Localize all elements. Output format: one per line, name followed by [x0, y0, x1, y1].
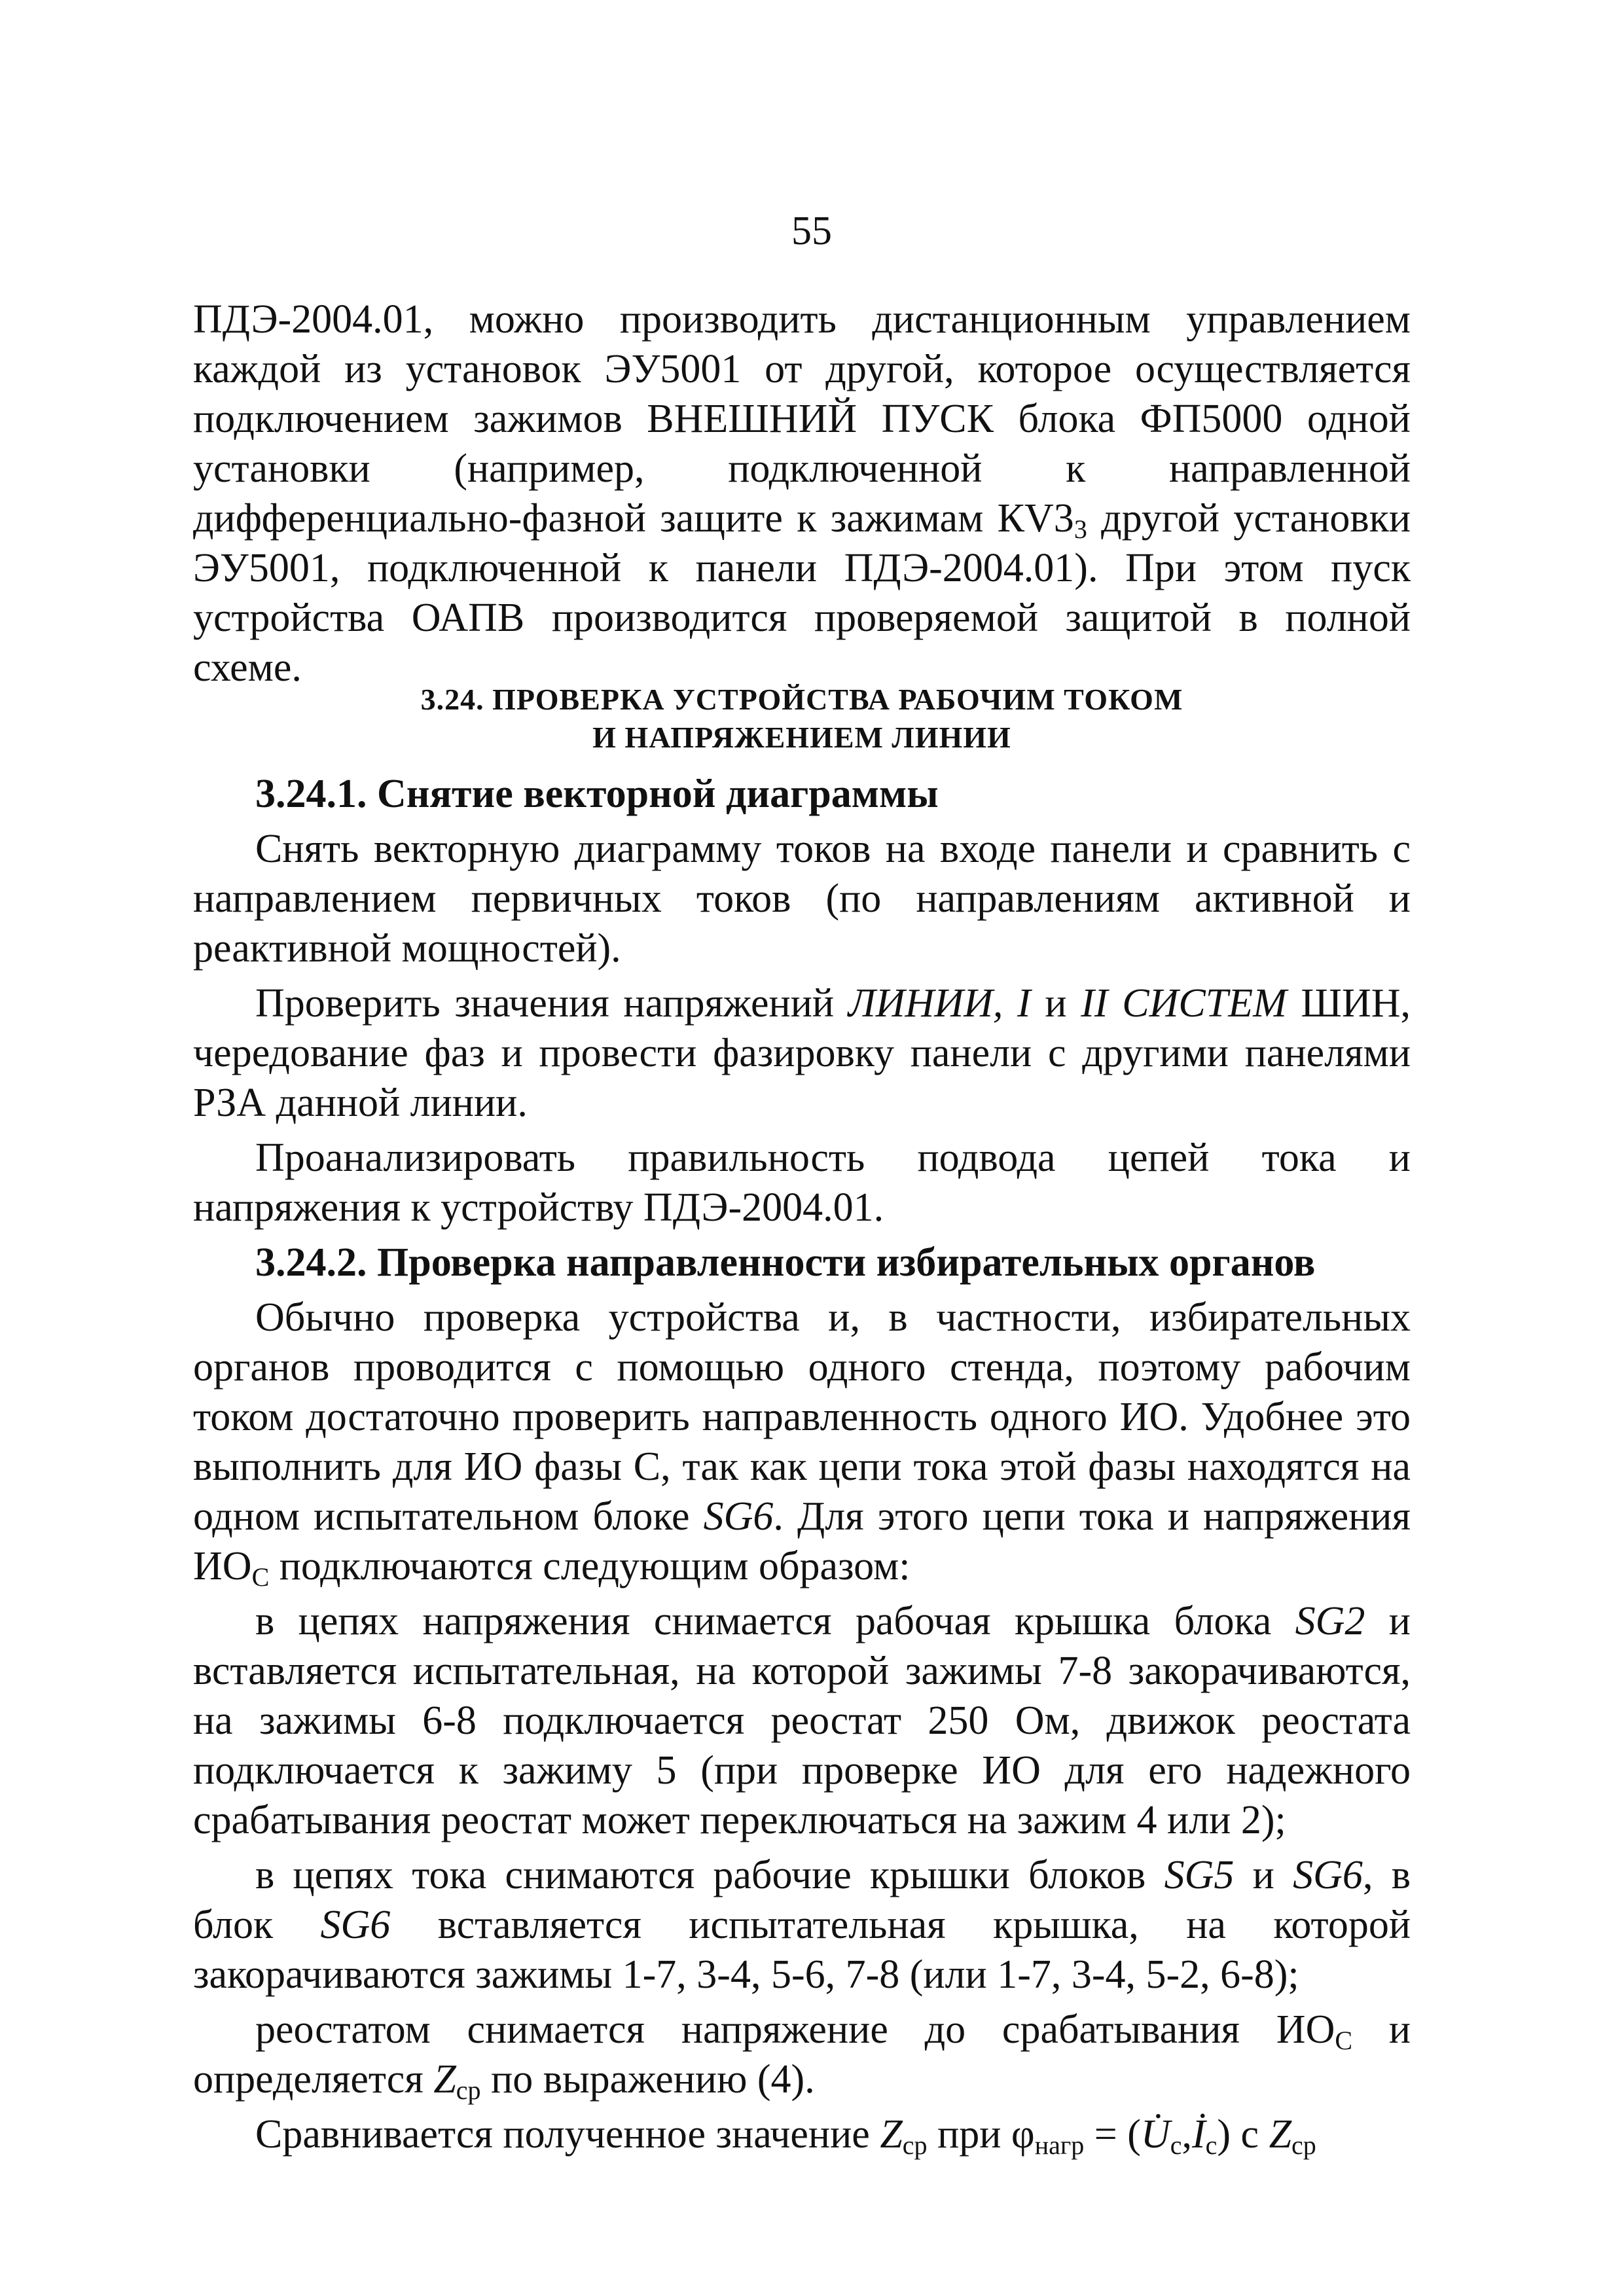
- subsection-heading-1: 3.24.1. Снятие векторной диаграммы: [255, 772, 939, 816]
- s2-p5-italic-z2: Z: [1269, 2112, 1292, 2157]
- s2-paragraph-2: [193, 1596, 1411, 1845]
- intro-text-1: ПДЭ-2004.01, можно производить дистанционным управлением каждой из установок ЭУ5001 от другой, которое осуществляется подключением зажимов ВНЕШНИЙ ПУСК блока ФП5000 одной установки (например, подключенной к направленной дифференциально-фазной защите к зажимам КV3: [193, 297, 1411, 541]
- s2-p3-italic-b: SG5: [1164, 1853, 1235, 1897]
- s2-p1-text-c: . Для этого цепи тока и напряжения ИО: [193, 1494, 1411, 1588]
- s2-p4-italic-z: Z: [433, 2057, 456, 2102]
- s2-p3-text-a: в цепях тока снимаются рабочие крышки блоков: [255, 1853, 1164, 1897]
- s1-p2-italic-b: ЛИНИИ, I: [848, 981, 1031, 1026]
- s2-p4-text-b: и определяется: [193, 2007, 1411, 2102]
- s2-p5-text-d: ) с: [1217, 2112, 1269, 2157]
- s2-p5-italic-z1: Z: [880, 2112, 903, 2157]
- s2-paragraph-3: [193, 1850, 1411, 2000]
- s2-p3-text-e: , в блок: [193, 1853, 1411, 1947]
- s2-p2-text-c: и вставляется испытательная, на которой зажимы 7-8 закорачиваются, на зажимы 6-8 подключается реостат 250 Ом, движок реостата подключается к зажиму 5 (при проверке ИО для его надежного срабатывания реостат может переключаться на зажим 4 или 2);: [193, 1599, 1411, 1842]
- s2-p4-text-c: по выражению (4).: [480, 2057, 815, 2102]
- s1-paragraph-1: Снять векторную диаграмму токов на входе панели и сравнить с направлением первичных токов (по направлениям активной и реактивной мощностей).: [193, 827, 1411, 971]
- s2-p5-subscript-3: с: [1170, 2130, 1182, 2160]
- s1-p2-text-a: Проверить значения напряжений: [255, 981, 848, 1026]
- s2-p5-subscript-2: нагр: [1034, 2130, 1085, 2160]
- s2-p5-subscript-4: с: [1205, 2130, 1218, 2160]
- s2-p5-italic-i: İ: [1191, 2112, 1206, 2157]
- s2-p4-subscript-1: С: [1335, 2026, 1353, 2055]
- s2-p1-text-d: подключаются следующим образом:: [269, 1544, 911, 1588]
- section-title: [193, 681, 1411, 757]
- s2-p3-text-g: вставляется испытательная крышка, на которой закорачиваются зажимы 1-7, 3-4, 5-6, 7-8 (или 1-7, 3-4, 5-2, 6-8);: [193, 1903, 1411, 1997]
- main-block: [193, 769, 1411, 2159]
- s2-p3-italic-f: SG6: [320, 1903, 391, 1947]
- s2-p2-text-a: в цепях напряжения снимается рабочая крышка блока: [255, 1599, 1295, 1643]
- s2-p5-text-a: Сравнивается полученное значение: [255, 2112, 880, 2157]
- intro-subscript: 3: [1074, 514, 1087, 544]
- s2-p2-italic-b: SG2: [1295, 1599, 1365, 1643]
- section-title-line-1: 3.24. ПРОВЕРКА УСТРОЙСТВА РАБОЧИМ ТОКОМ: [420, 683, 1183, 716]
- page-number: 55: [791, 209, 832, 253]
- intro-paragraph: [193, 295, 1411, 692]
- intro-block: [193, 295, 1411, 692]
- s2-p3-text-c: и: [1234, 1853, 1293, 1897]
- s2-p5-subscript-5: ср: [1291, 2130, 1316, 2160]
- s2-p4-text-a: реостатом снимается напряжение до срабатывания ИО: [255, 2007, 1335, 2052]
- s2-p5-italic-u: U̇: [1140, 2112, 1170, 2157]
- s2-p5-comma: ,: [1182, 2112, 1192, 2157]
- s1-p2-text-e: ШИН, чередование фаз и провести фазировку панели с другими панелями РЗА данной линии.: [193, 981, 1411, 1125]
- intro-text-2: другой установки ЭУ5001, подключенной к панели ПДЭ-2004.01). При этом пуск устройства ОАПВ производится проверяемой защитой в полной схеме.: [193, 496, 1411, 690]
- s1-p2-text-c: и: [1030, 981, 1081, 1026]
- s1-paragraph-2: [193, 978, 1411, 1128]
- s2-paragraph-4: [193, 2005, 1411, 2104]
- subsection-heading-2: 3.24.2. Проверка направленности избирательных органов: [255, 1240, 1316, 1285]
- s2-p5-text-b: при φ: [927, 2112, 1035, 2157]
- s2-p1-text-a: Обычно проверка устройства и, в частности, избирательных органов проводится с помощью одного стенда, поэтому рабочим током достаточно проверить направленность одного ИО. Удобнее это выполнить для ИО фазы С, так как цепи тока этой фазы находятся на одном испытательном блоке: [193, 1295, 1411, 1539]
- s2-p5-text-c: = (: [1084, 2112, 1141, 2157]
- s2-p5-subscript-1: ср: [902, 2130, 928, 2160]
- s2-paragraph-1: [193, 1293, 1411, 1591]
- section-title-line-2: И НАПРЯЖЕНИЕМ ЛИНИИ: [592, 721, 1011, 754]
- s1-paragraph-3: Проанализировать правильность подвода цепей тока и напряжения к устройству ПДЭ-2004.01.: [193, 1136, 1411, 1230]
- s2-p1-italic-b: SG6: [703, 1494, 774, 1539]
- s2-p4-subscript-2: ср: [456, 2075, 481, 2105]
- s2-p3-italic-d: SG6: [1293, 1853, 1363, 1897]
- s2-paragraph-5: [193, 2109, 1411, 2159]
- s1-p2-italic-d: II СИСТЕМ: [1081, 981, 1287, 1026]
- s2-p1-subscript: С: [251, 1562, 270, 1592]
